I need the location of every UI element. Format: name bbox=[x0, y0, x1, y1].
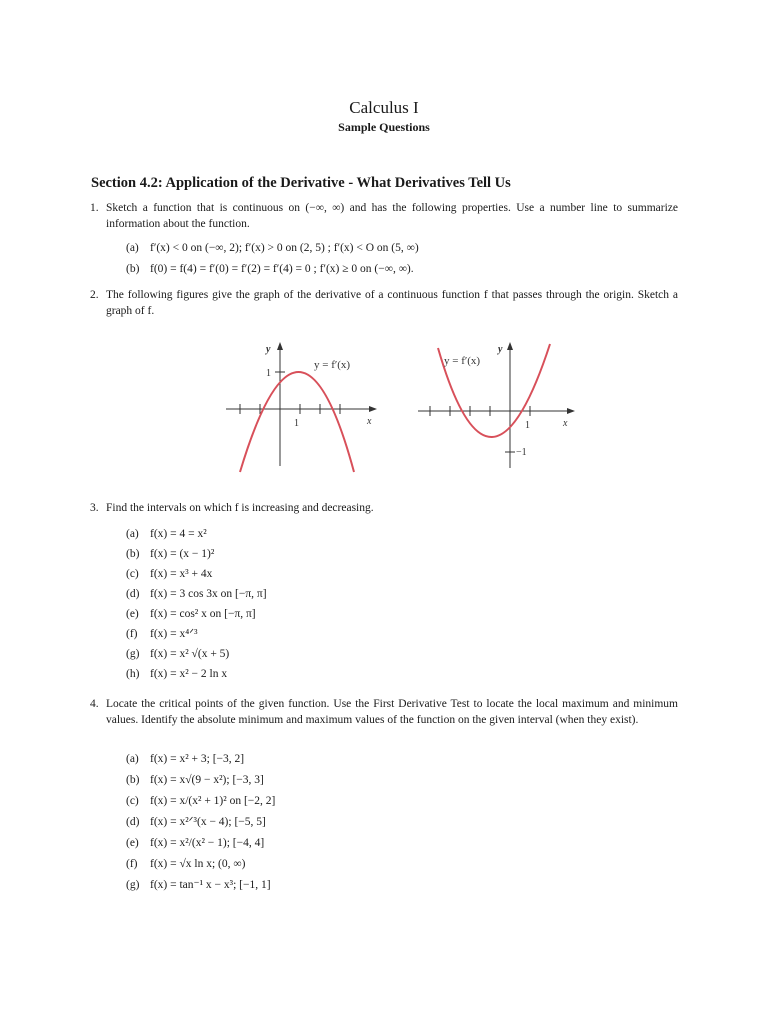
list-item: (d) f(x) = x²ᐟ³(x − 4); [−5, 5] bbox=[126, 816, 266, 828]
x-tick-label: 1 bbox=[294, 418, 299, 429]
list-item: (b) f(x) = (x − 1)² bbox=[126, 548, 215, 560]
page-subtitle: Sample Questions bbox=[338, 120, 430, 134]
section-heading: Section 4.2: Application of the Derivative - What Derivatives Tell Us bbox=[91, 175, 511, 191]
list-item: (a) f(x) = 4 = x² bbox=[126, 528, 207, 540]
curve-label: y = f′(x) bbox=[314, 359, 351, 371]
list-item: (b) f(0) = f(4) = f′(0) = f′(2) = f′(4) = 0 ; f′(x) ≥ 0 on (−∞, ∞). bbox=[126, 263, 414, 275]
question-1 bbox=[90, 200, 678, 232]
y-tick-label: 1 bbox=[266, 368, 271, 379]
list-item: (b) f(x) = x√(9 − x²); [−3, 3] bbox=[126, 774, 264, 786]
list-item: (d) f(x) = 3 cos 3x on [−π, π] bbox=[126, 588, 267, 600]
question-3 bbox=[90, 500, 678, 516]
question-number: 4. bbox=[90, 698, 99, 710]
question-number: 2. bbox=[90, 289, 99, 301]
y-axis-label: y bbox=[498, 344, 503, 355]
question-4 bbox=[90, 696, 678, 728]
curve-label: y = f′(x) bbox=[444, 355, 481, 367]
y-tick-label: −1 bbox=[516, 447, 527, 458]
list-item: (h) f(x) = x² − 2 ln x bbox=[126, 668, 228, 680]
x-axis-label: x bbox=[563, 418, 568, 429]
page-title: Calculus I bbox=[349, 98, 419, 117]
question-number: 3. bbox=[90, 502, 99, 514]
question-4-items bbox=[126, 749, 275, 896]
question-text: Locate the critical points of the given function. Use the First Derivative Test to locate the local maximum and minimum values. Identify the absolute minimum and maximum values of the function on the given interval (when they exist). bbox=[106, 698, 678, 726]
list-item: (e) f(x) = cos² x on [−π, π] bbox=[126, 608, 256, 620]
derivative-graph-left bbox=[222, 338, 382, 474]
question-1-items bbox=[126, 238, 419, 280]
list-item: (a) f′(x) < 0 on (−∞, 2); f′(x) > 0 on (2, 5) ; f′(x) < O on (5, ∞) bbox=[126, 242, 419, 254]
list-item: (a) f(x) = x² + 3; [−3, 2] bbox=[126, 753, 245, 765]
list-item: (c) f(x) = x³ + 4x bbox=[126, 568, 213, 580]
list-item: (g) f(x) = tan⁻¹ x − x³; [−1, 1] bbox=[126, 879, 271, 891]
question-text: The following figures give the graph of the derivative of a continuous function f that passes through the origin. Sketch a graph of f. bbox=[106, 289, 678, 317]
list-item: (f) f(x) = x⁴ᐟ³ bbox=[126, 628, 198, 640]
question-text: Find the intervals on which f is increasing and decreasing. bbox=[106, 502, 374, 514]
question-2 bbox=[90, 287, 678, 319]
x-axis-label: x bbox=[367, 416, 372, 427]
y-axis-label: y bbox=[266, 344, 271, 355]
question-number: 1. bbox=[90, 202, 99, 214]
list-item: (e) f(x) = x²/(x² − 1); [−4, 4] bbox=[126, 837, 265, 849]
x-tick-label: 1 bbox=[525, 420, 530, 431]
derivative-graph-right bbox=[412, 338, 582, 474]
question-3-items bbox=[126, 524, 267, 684]
list-item: (f) f(x) = √x ln x; (0, ∞) bbox=[126, 858, 246, 870]
question-text: Sketch a function that is continuous on (−∞, ∞) and has the following properties. Use a number line to summarize information about the function. bbox=[106, 202, 678, 230]
list-item: (g) f(x) = x² √(x + 5) bbox=[126, 648, 230, 660]
list-item: (c) f(x) = x/(x² + 1)² on [−2, 2] bbox=[126, 795, 276, 807]
